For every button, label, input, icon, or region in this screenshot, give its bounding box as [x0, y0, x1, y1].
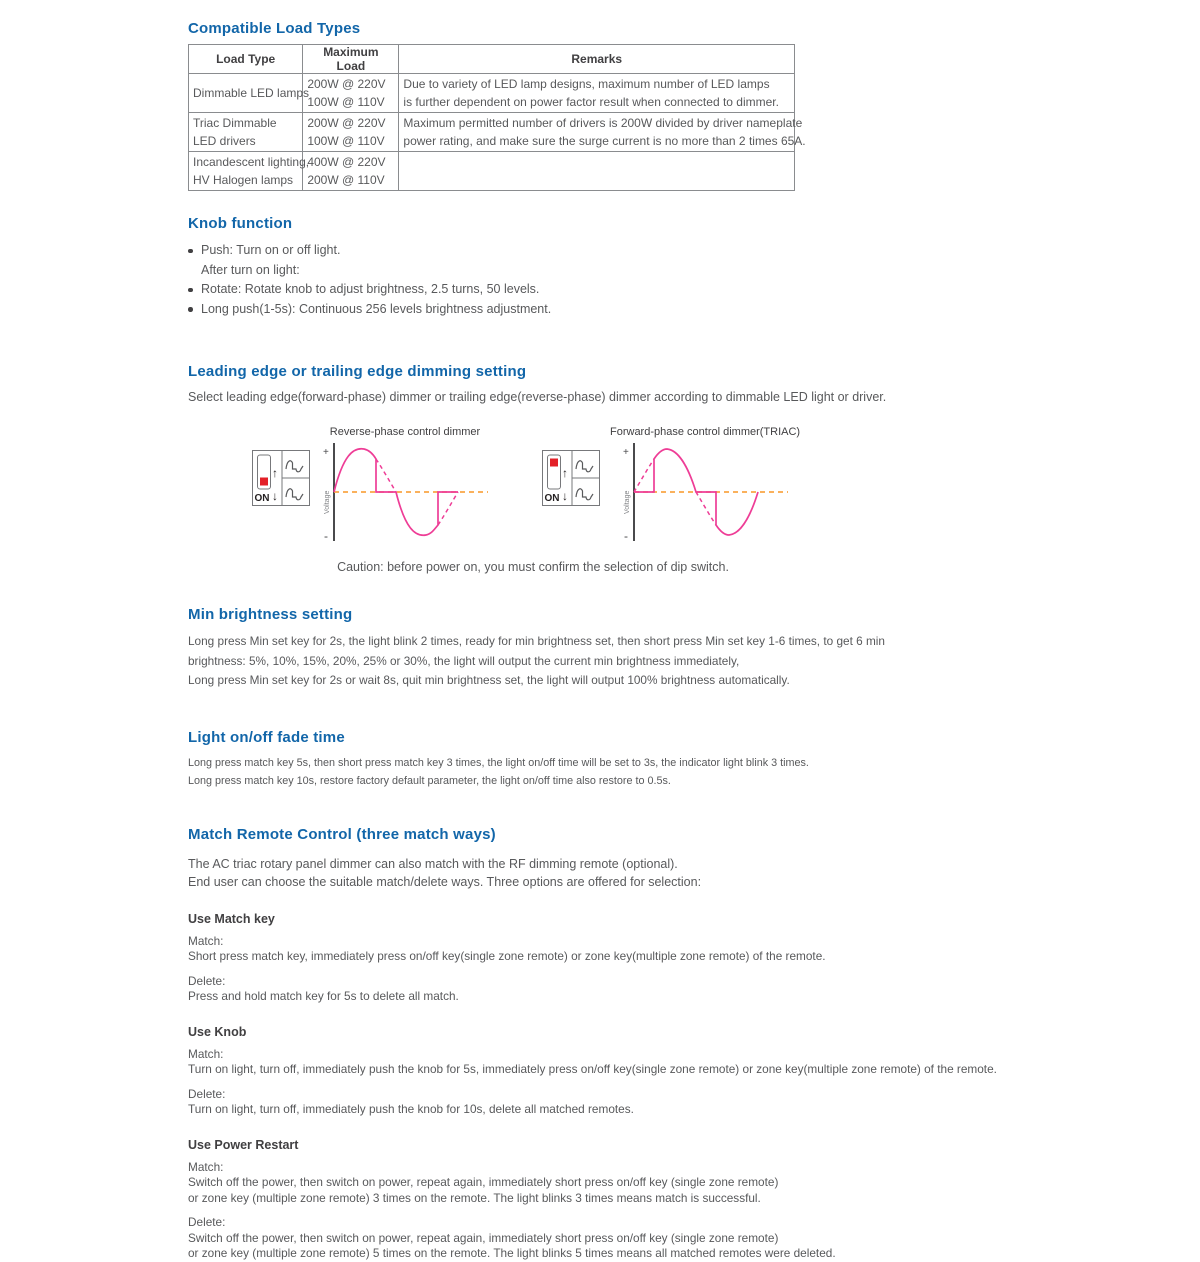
- minus-label: -: [324, 529, 328, 543]
- reverse-phase-plot: [320, 426, 490, 545]
- dimming-diagrams: [252, 426, 1168, 550]
- cell-line: 200W @ 110V: [307, 173, 385, 187]
- cell-load-type: [189, 152, 310, 191]
- cell-line: power rating, and make sure the surge current is no more than 2 times 65A.: [403, 134, 806, 148]
- match-block: [188, 1160, 1168, 1207]
- list-item: [188, 261, 1168, 281]
- method-use-knob: [188, 1025, 1168, 1118]
- match-block: [188, 934, 1168, 965]
- paragraph-line: Switch off the power, then switch on power, repeat again, immediately short press on/off key (single zone remote): [188, 1175, 779, 1189]
- list-item-text: Push: Turn on or off light.: [201, 243, 341, 257]
- table-row: [189, 113, 795, 152]
- dip-switch-icon: [252, 450, 310, 506]
- delete-block: [188, 974, 1168, 1005]
- cell-load-type: [189, 113, 303, 152]
- col-header-maximum-load: Maximum Load: [303, 45, 399, 74]
- plus-label: +: [323, 447, 329, 458]
- paragraph-line: The AC triac rotary panel dimmer can also match with the RF dimming remote (optional).: [188, 856, 678, 871]
- paragraph-line: brightness: 5%, 10%, 15%, 20%, 25% or 30%, the light will output the current min brightness immediately,: [188, 653, 740, 668]
- cell-line: Due to variety of LED lamp designs, maximum number of LED lamps: [403, 76, 770, 91]
- section-title-fade-time: Light on/off fade time: [188, 728, 345, 746]
- cell-line: 200W @ 220V: [307, 115, 386, 130]
- method-name: Use Match key: [188, 911, 275, 926]
- forward-phase-waveform: [620, 440, 790, 545]
- reverse-phase-waveform: [320, 440, 490, 545]
- delete-label: Delete:: [188, 1086, 226, 1101]
- match-remote-intro: [188, 855, 1168, 892]
- list-item-text: Rotate: Rotate knob to adjust brightness, 2.5 turns, 50 levels.: [201, 282, 540, 296]
- cell-line: Dimmable LED lamps: [193, 85, 310, 100]
- cell-load-type: [189, 74, 310, 113]
- cell-line: HV Halogen lamps: [193, 173, 294, 187]
- plus-label: +: [623, 447, 629, 458]
- cell-line: Incandescent lighting,: [193, 154, 310, 169]
- minus-label: -: [624, 529, 629, 543]
- diagram-label: Reverse-phase control dimmer: [329, 426, 481, 438]
- list-item-text: After turn on light:: [201, 262, 300, 277]
- forward-phase-diagram: [542, 426, 800, 545]
- cell-remarks: [399, 74, 795, 113]
- reverse-phase-diagram: [252, 426, 490, 545]
- caution-text: Caution: before power on, you must confirm the selection of dip switch.: [337, 560, 729, 574]
- section-title-knob-function: Knob function: [188, 215, 293, 232]
- table-row: [189, 74, 795, 113]
- cell-line: Triac Dimmable: [193, 115, 277, 130]
- cell-remarks-empty: [399, 152, 795, 191]
- forward-phase-plot: [610, 426, 800, 545]
- cell-maximum-load: [303, 113, 399, 152]
- table-row: [189, 152, 795, 191]
- match-label: Match:: [188, 933, 224, 948]
- list-item: [188, 241, 1168, 261]
- section-title-match-remote: Match Remote Control (three match ways): [188, 825, 496, 843]
- paragraph-line: Turn on light, turn off, immediately push the knob for 5s, immediately press on/off key(single zone remote) or zone key(multiple zone remote) of the remote.: [188, 1062, 997, 1076]
- cell-maximum-load: [303, 152, 399, 191]
- dimming-intro-text: Select leading edge(forward-phase) dimmer or trailing edge(reverse-phase) dimmer according to dimmable LED light or driver.: [188, 390, 887, 404]
- paragraph-line: or zone key (multiple zone remote) 5 times on the remote. The light blinks 5 times means all matched remotes were deleted.: [188, 1246, 836, 1260]
- match-label: Match:: [188, 1159, 224, 1174]
- match-block: [188, 1047, 1168, 1078]
- slider-red-knob: [260, 478, 268, 486]
- col-header-remarks: Remarks: [399, 45, 795, 74]
- paragraph-line: Long press Min set key for 2s, the light blink 2 times, ready for min brightness set, then short press Min set key 1-6 times, to get 6 min: [188, 634, 885, 648]
- paragraph-line: Short press match key, immediately press on/off key(single zone remote) or zone key(multiple zone remote) of the remote.: [188, 949, 826, 963]
- section-title-load-types: Compatible Load Types: [188, 20, 361, 37]
- cell-line: 200W @ 220V: [307, 76, 386, 91]
- on-label: ON: [254, 493, 270, 504]
- list-item: [188, 280, 1168, 300]
- match-label: Match:: [188, 1046, 224, 1061]
- delete-block: [188, 1087, 1168, 1118]
- paragraph-line: Long press match key 5s, then short press match key 3 times, the light on/off time will be set to 3s, the indicator light blink 3 times.: [188, 756, 809, 769]
- table-header-row: [189, 45, 795, 74]
- section-title-dimming-setting: Leading edge or trailing edge dimming setting: [188, 363, 527, 380]
- fade-time-paragraph: [188, 754, 1168, 790]
- min-brightness-paragraph: [188, 632, 1168, 691]
- cell-maximum-load: [303, 74, 399, 113]
- cell-line: Maximum permitted number of drivers is 200W divided by driver nameplate: [403, 115, 803, 130]
- voltage-axis-label: Voltage: [324, 490, 331, 514]
- delete-label: Delete:: [188, 1215, 226, 1229]
- paragraph-line: Long press match key 10s, restore factory default parameter, the light on/off time also restore to 0.5s.: [188, 774, 671, 787]
- on-label: ON: [544, 493, 560, 504]
- cell-line: LED drivers: [193, 134, 256, 148]
- paragraph-line: End user can choose the suitable match/delete ways. Three options are offered for selection:: [188, 875, 702, 889]
- diagram-label: Forward-phase control dimmer(TRIAC): [610, 426, 801, 438]
- delete-block: [188, 1215, 1168, 1262]
- paragraph-line: Press and hold match key for 5s to delete all match.: [188, 989, 459, 1003]
- down-arrow-icon: ↓: [272, 489, 278, 503]
- section-title-min-brightness: Min brightness setting: [188, 606, 353, 623]
- up-arrow-icon: ↑: [272, 466, 278, 480]
- list-item-text: Long push(1-5s): Continuous 256 levels brightness adjustment.: [201, 301, 552, 316]
- cell-line: is further dependent on power factor result when connected to dimmer.: [403, 95, 779, 109]
- method-use-match-key: [188, 912, 1168, 1005]
- voltage-axis-label: Voltage: [624, 490, 632, 514]
- paragraph-line: Turn on light, turn off, immediately push the knob for 10s, delete all matched remotes.: [188, 1102, 634, 1116]
- down-arrow-icon: ↓: [562, 489, 568, 503]
- delete-label: Delete:: [188, 973, 226, 988]
- slider-red-knob: [550, 459, 558, 467]
- cell-remarks: [399, 113, 806, 152]
- paragraph-line: or zone key (multiple zone remote) 3 times on the remote. The light blinks 3 times means match is successful.: [188, 1190, 761, 1205]
- up-arrow-icon: ↑: [562, 466, 568, 480]
- paragraph-line: Long press Min set key for 2s or wait 8s, quit min brightness set, the light will output 100% brightness automatically.: [188, 673, 790, 687]
- load-types-table: [188, 44, 806, 191]
- method-name: Use Power Restart: [188, 1137, 299, 1152]
- cell-line: 100W @ 110V: [307, 95, 385, 109]
- list-item: [188, 300, 1168, 320]
- knob-function-list: [188, 241, 1168, 319]
- cell-line: 400W @ 220V: [307, 154, 386, 169]
- dip-switch-icon: [542, 450, 600, 506]
- paragraph-line: Switch off the power, then switch on power, repeat again, immediately short press on/off key (single zone remote): [188, 1230, 779, 1245]
- cell-line: 100W @ 110V: [307, 134, 385, 148]
- method-name: Use Knob: [188, 1024, 247, 1039]
- col-header-load-type: Load Type: [189, 45, 303, 74]
